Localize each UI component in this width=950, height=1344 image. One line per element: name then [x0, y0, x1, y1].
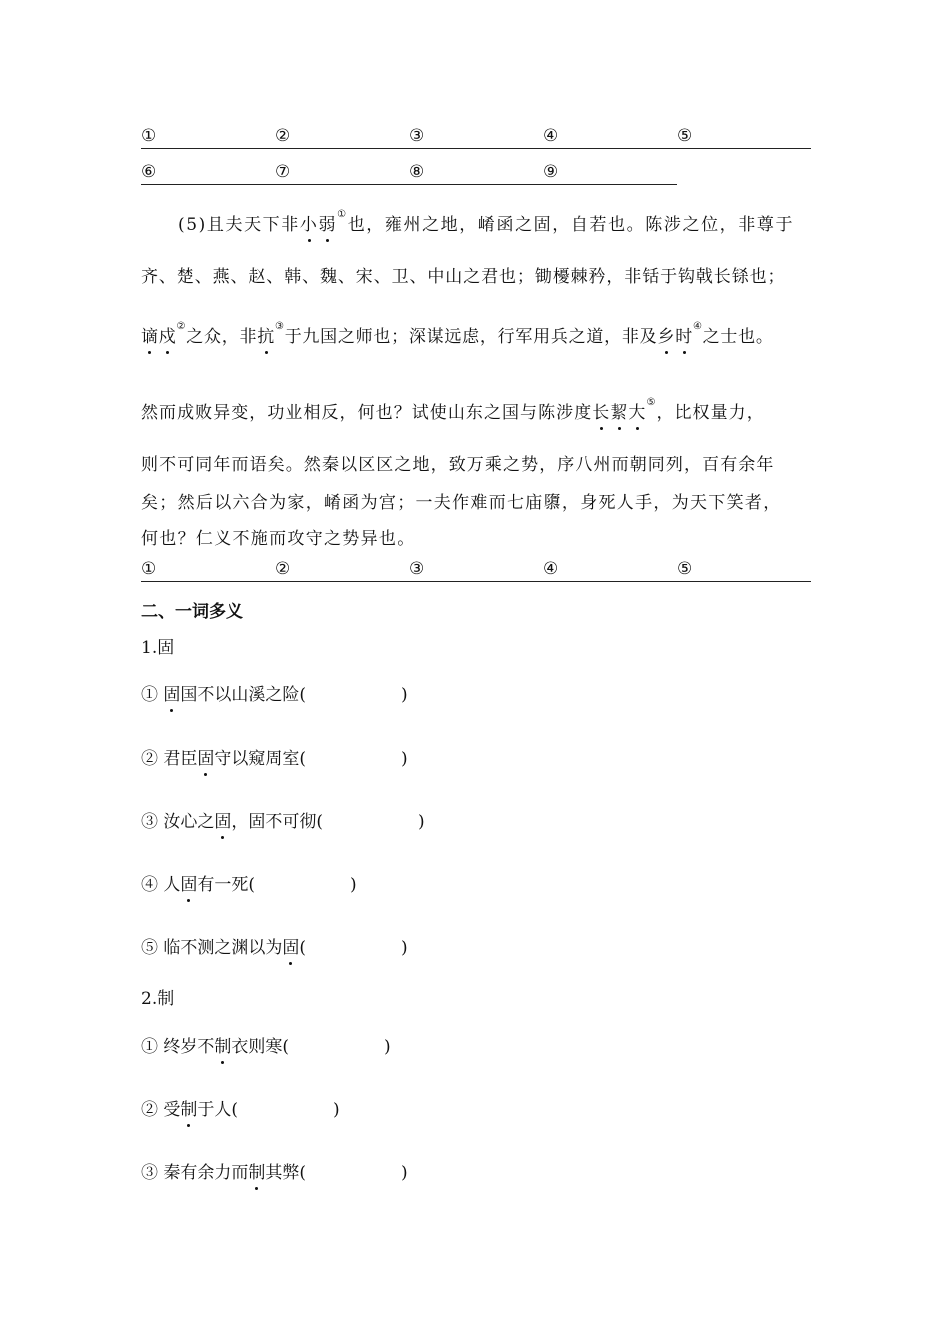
item-text: 国不以山溪之险( — [180, 685, 307, 705]
item-text: 汝心之 — [163, 812, 215, 832]
question-item — [141, 1158, 408, 1183]
passage-text: ，比权量力， — [656, 403, 765, 423]
item-text: ，固不可彻( — [231, 812, 324, 832]
item-number: ④ — [141, 875, 158, 895]
passage-text: 矣；然后以六合为家，崤函为宫；一夫作难而七庙隳，身死人手，为天下笑者， — [141, 493, 782, 513]
answer-blank-row-3 — [141, 557, 811, 582]
dotted-char: 固 — [214, 812, 232, 832]
blank-label: ④ — [543, 559, 559, 579]
dotted-char: 絜 — [610, 403, 629, 423]
dotted-char: 固 — [180, 875, 198, 895]
item-text: ) — [401, 938, 408, 958]
group-label: 1.固 — [141, 638, 175, 658]
blank-label: ⑥ — [141, 162, 157, 182]
item-number: ② — [141, 1100, 158, 1120]
item-text: 受 — [163, 1100, 181, 1120]
blank-label: ⑤ — [677, 559, 693, 579]
dotted-char: 小 — [299, 215, 319, 235]
passage-text: 齐、楚、燕、赵、韩、魏、宋、卫、中山之君也；锄櫌棘矜，非铦于钩戟长铩也； — [141, 267, 786, 287]
section-heading: 二、一词多义 — [141, 602, 243, 622]
item-text: 守以窥周室( — [214, 749, 307, 769]
item-text: ) — [418, 812, 425, 832]
blank-label: ⑧ — [409, 162, 425, 182]
blank-label: ④ — [543, 126, 559, 146]
question-item — [141, 680, 408, 705]
dotted-char: 制 — [180, 1100, 198, 1120]
footnote-mark: ⑤ — [646, 397, 657, 408]
question-item — [141, 1095, 340, 1120]
dotted-char: 戍 — [158, 327, 177, 347]
dotted-char: 抗 — [257, 327, 275, 347]
passage-text: 之众，非 — [186, 327, 258, 347]
dotted-char: 谪 — [141, 327, 159, 347]
dotted-char: 制 — [248, 1163, 266, 1183]
item-text: 临不测之渊以为 — [163, 938, 283, 958]
passage-text: 于九国之师也；深谋远虑，行军用兵之道，非及 — [284, 327, 658, 347]
item-number: ③ — [141, 812, 158, 832]
item-number: ① — [141, 685, 158, 705]
group-label: 2.制 — [141, 989, 175, 1009]
item-text: ) — [401, 685, 408, 705]
blank-label: ⑤ — [677, 126, 693, 146]
blank-label: ③ — [409, 126, 425, 146]
footnote-mark: ① — [337, 209, 348, 220]
answer-blank-row-1 — [141, 124, 811, 149]
question-item — [141, 807, 425, 832]
dotted-char: 乡 — [657, 327, 676, 347]
passage-line-7 — [141, 524, 416, 549]
blank-label: ⑨ — [543, 162, 559, 182]
item-text: ) — [384, 1037, 391, 1057]
item-text: 秦有余力而 — [163, 1163, 249, 1183]
passage-text: 也，雍州之地，崤函之固，自若也。陈涉之位，非尊于 — [347, 215, 795, 235]
item-number: ⑤ — [141, 938, 158, 958]
item-text: 有一死( — [197, 875, 256, 895]
item-number: ① — [141, 1037, 158, 1057]
question-item — [141, 1032, 391, 1057]
blank-label: ② — [275, 559, 291, 579]
passage-text: (5)且夫天下非 — [178, 215, 300, 235]
answer-blank-row-2 — [141, 160, 677, 185]
dotted-char: 制 — [214, 1037, 232, 1057]
dotted-char: 弱 — [318, 215, 338, 235]
footnote-mark: ④ — [692, 321, 703, 332]
item-text: 于人( — [197, 1100, 239, 1120]
question-item — [141, 744, 408, 769]
passage-text: 何也？仁义不施而攻守之势异也。 — [141, 529, 416, 549]
footnote-mark: ② — [176, 321, 187, 332]
passage-line-3 — [141, 322, 774, 347]
item-number: ② — [141, 749, 158, 769]
passage-text: 之士也。 — [702, 327, 774, 347]
item-text: ) — [401, 1163, 408, 1183]
blank-label: ② — [275, 126, 291, 146]
passage-line-4 — [141, 398, 765, 423]
dotted-char: 长 — [592, 403, 611, 423]
passage-line-2 — [141, 262, 785, 287]
dotted-char: 时 — [675, 327, 693, 347]
item-text: ) — [401, 749, 408, 769]
item-text: 其弊( — [265, 1163, 307, 1183]
passage-line-6 — [141, 488, 782, 513]
question-item — [141, 870, 357, 895]
item-text: 终岁不 — [163, 1037, 215, 1057]
blank-label: ① — [141, 126, 157, 146]
item-text: ) — [350, 875, 357, 895]
dotted-char: 大 — [628, 403, 647, 423]
item-text: 衣则寒( — [231, 1037, 290, 1057]
blank-label: ⑦ — [275, 162, 291, 182]
item-number: ③ — [141, 1163, 158, 1183]
item-text: 人 — [163, 875, 181, 895]
question-item — [141, 933, 408, 958]
passage-text: 然而成败异变，功业相反，何也？试使山东之国与陈涉度 — [141, 403, 593, 423]
dotted-char: 固 — [197, 749, 215, 769]
dotted-char: 固 — [163, 685, 181, 705]
item-text: ( — [299, 938, 307, 958]
dotted-char: 固 — [282, 938, 300, 958]
passage-line-5 — [141, 450, 775, 475]
blank-label: ③ — [409, 559, 425, 579]
blank-label: ① — [141, 559, 157, 579]
passage-line-1 — [178, 210, 794, 235]
passage-text: 则不可同年而语矣。然秦以区区之地，致万乘之势，序八州而朝同列，百有余年 — [141, 455, 775, 475]
item-text: 君臣 — [163, 749, 198, 769]
footnote-mark: ③ — [274, 321, 285, 332]
item-text: ) — [333, 1100, 340, 1120]
